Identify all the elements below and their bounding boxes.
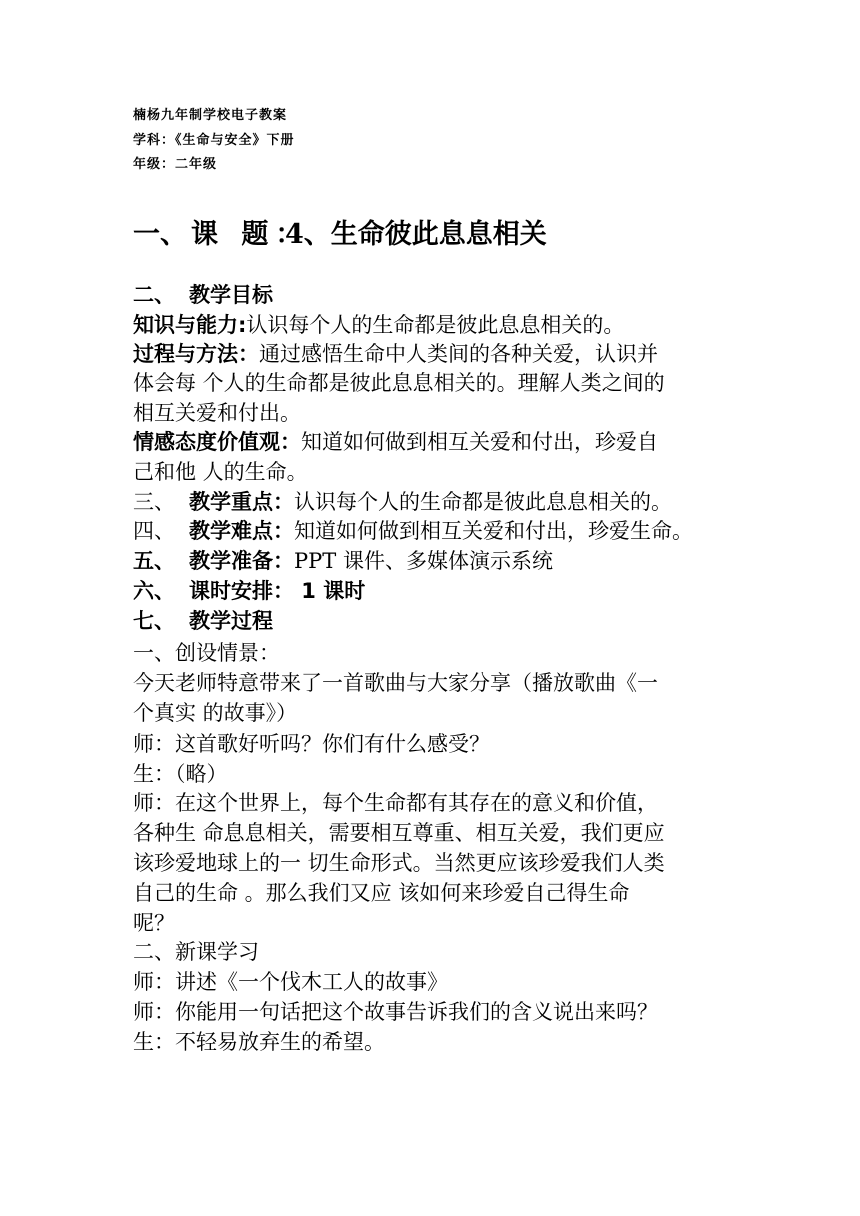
lesson-line: 生：（略）	[133, 762, 228, 786]
lesson-line: 师：在这个世界上，每个生命都有其存在的意义和价值，	[133, 791, 658, 815]
lesson-line: 今天老师特意带来了一首歌曲与大家分享（播放歌曲《一	[133, 671, 658, 695]
title-label: 课 题：	[191, 219, 310, 250]
emotion-goal-line-2: 己和他 人的生命。	[133, 460, 308, 484]
process-goal-line-2: 体会每 个人的生命都是彼此息息相关的。理解人类之间的	[133, 371, 665, 395]
lesson-line: 生：不轻易放弃生的希望。	[133, 1030, 385, 1054]
lesson-line: 师：讲述《一个伐木工人的故事》	[133, 970, 448, 994]
lesson-line: 二、新课学习	[133, 940, 259, 964]
lesson-line: 师：你能用一句话把这个故事告诉我们的含义说出来吗？	[133, 1000, 658, 1024]
key-point: 三、 教学重点：认识每个人的生命都是彼此息息相关的。	[133, 490, 672, 514]
grade-header: 年级：二年级	[133, 157, 218, 172]
process-goal: 过程与方法：通过感悟生命中人类间的各种关爱，认识并	[133, 342, 658, 366]
lesson-title	[133, 212, 547, 251]
preparation: 五、 教学准备：PPT 课件、多媒体演示系统	[133, 549, 553, 573]
school-header: 楠杨九年制学校电子教案	[133, 108, 288, 123]
lesson-line: 师：这首歌好听吗？你们有什么感受？	[133, 732, 490, 756]
process-goal-line-3: 相互关爱和付出。	[133, 401, 301, 425]
title-number: 一、	[133, 219, 187, 250]
lesson-line: 各种生 命息息相关，需要相互尊重、相互关爱，我们更应	[133, 821, 665, 845]
knowledge-goal: 知识与能力:认识每个人的生命都是彼此息息相关的。	[133, 313, 625, 337]
process-heading: 七、 教学过程	[133, 609, 273, 633]
schedule: 六、 课时安排： 1 课时	[133, 579, 366, 603]
lesson-line: 呢？	[133, 911, 175, 935]
emotion-goal: 情感态度价值观：知道如何做到相互关爱和付出，珍爱自	[133, 430, 658, 454]
goals-heading: 二、 教学目标	[133, 283, 273, 307]
lesson-line: 个真实 的故事》）	[133, 701, 298, 725]
lesson-line: 一、创设情景：	[133, 641, 280, 665]
subject-header: 学科：《生命与安全》下册	[133, 133, 295, 148]
lesson-line: 该珍爱地球上的一 切生命形式。当然更应该珍爱我们人类	[133, 851, 665, 875]
difficulty: 四、 教学难点：知道如何做到相互关爱和付出，珍爱生命。	[133, 519, 693, 543]
title-text: 4、生命彼此息息相关	[285, 219, 547, 250]
lesson-line: 自己的生命 。那么我们又应 该如何来珍爱自己得生命	[133, 881, 630, 905]
